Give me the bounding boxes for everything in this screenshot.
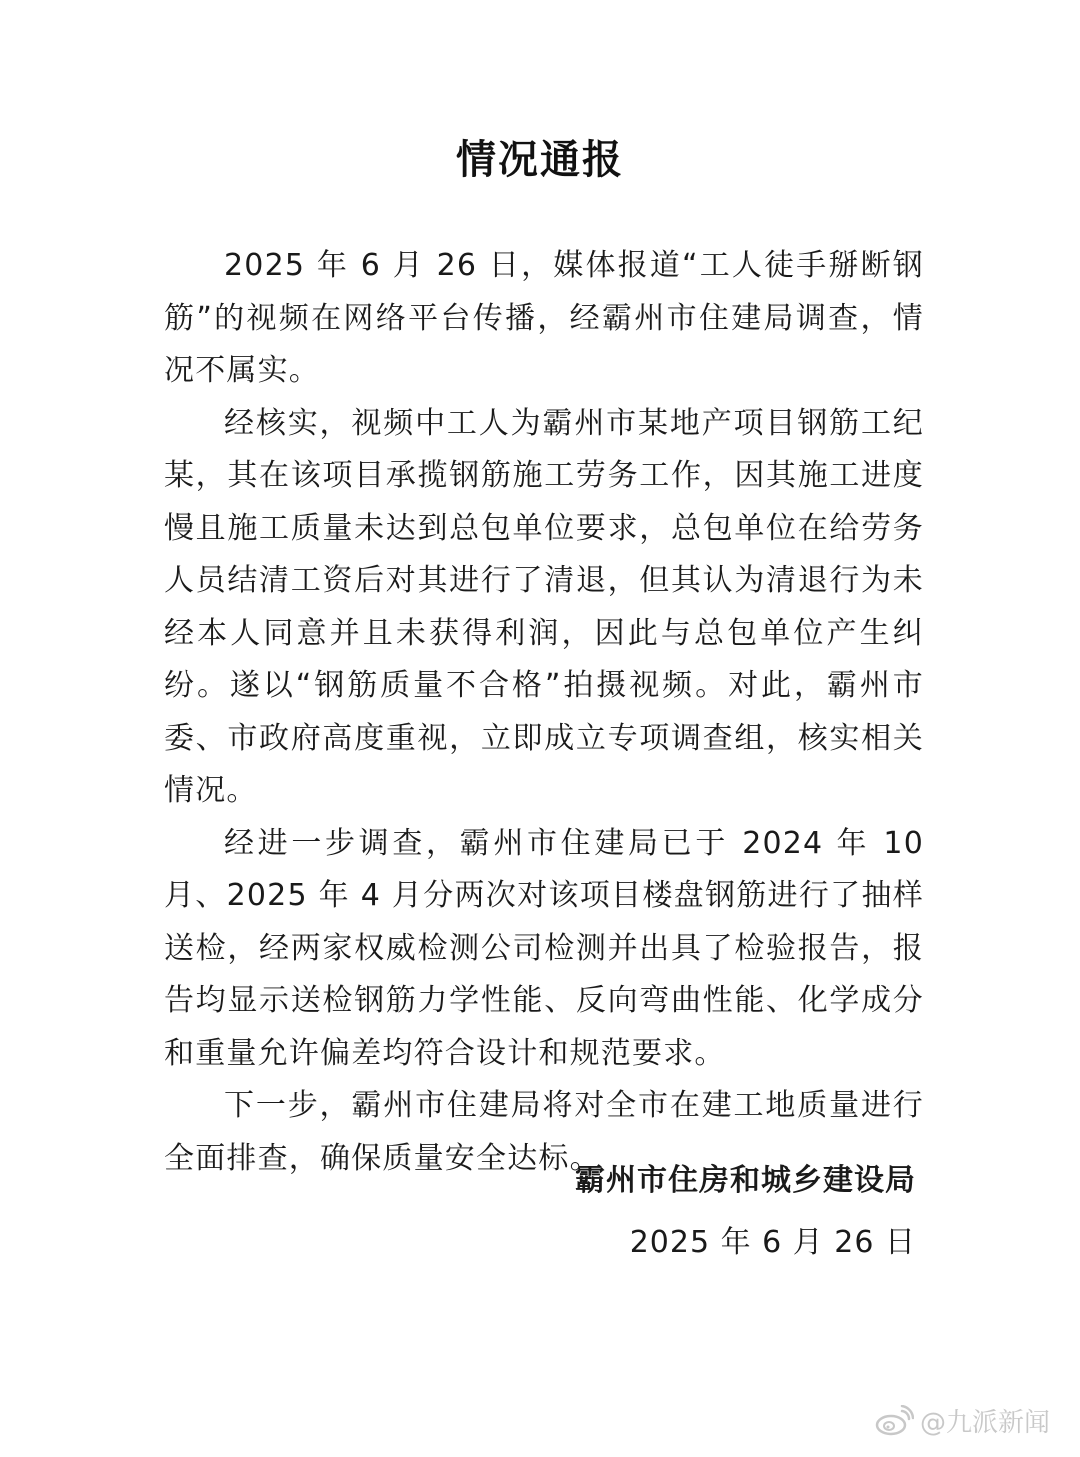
issuing-organization: 霸州市住房和城乡建设局 bbox=[575, 1163, 916, 1198]
paragraph-3: 经进一步调查，霸州市住建局已于 2024 年 10 月、2025 年 4 月分两次对该项目楼盘钢筋进行了抽样送检，经两家权威检测公司检测并出具了检验报告，报告均显示送检钢筋力学性能、反向弯曲性能、化学成分和重量允许偏差均符合设计和规范要求。 bbox=[164, 825, 924, 1071]
watermark-text: @九派新闻 bbox=[919, 1408, 1050, 1438]
notice-body bbox=[164, 240, 924, 1185]
weibo-icon bbox=[874, 1405, 914, 1437]
paragraph-2: 经核实，视频中工人为霸州市某地产项目钢筋工纪某，其在该项目承揽钢筋施工劳务工作，因其施工进度慢且施工质量未达到总包单位要求，总包单位在给劳务人员结清工资后对其进行了清退，但其认为清退行为未经本人同意并且未获得利润，因此与总包单位产生纠纷。遂以“钢筋质量不合格”拍摄视频。对此，霸州市委、市政府高度重视，立即成立专项调查组，核实相关情况。 bbox=[164, 405, 924, 808]
paragraph-4: 下一步，霸州市住建局将对全市在建工地质量进行全面排查，确保质量安全达标。 bbox=[164, 1088, 924, 1176]
signature-block bbox=[575, 1155, 916, 1261]
paragraph-1: 2025 年 6 月 26 日，媒体报道“工人徒手掰断钢筋”的视频在网络平台传播，经霸州市住建局调查，情况不属实。 bbox=[164, 248, 924, 388]
issue-date: 2025 年 6 月 26 日 bbox=[629, 1225, 916, 1260]
watermark bbox=[874, 1402, 1050, 1439]
page-title: 情况通报 bbox=[456, 137, 624, 183]
